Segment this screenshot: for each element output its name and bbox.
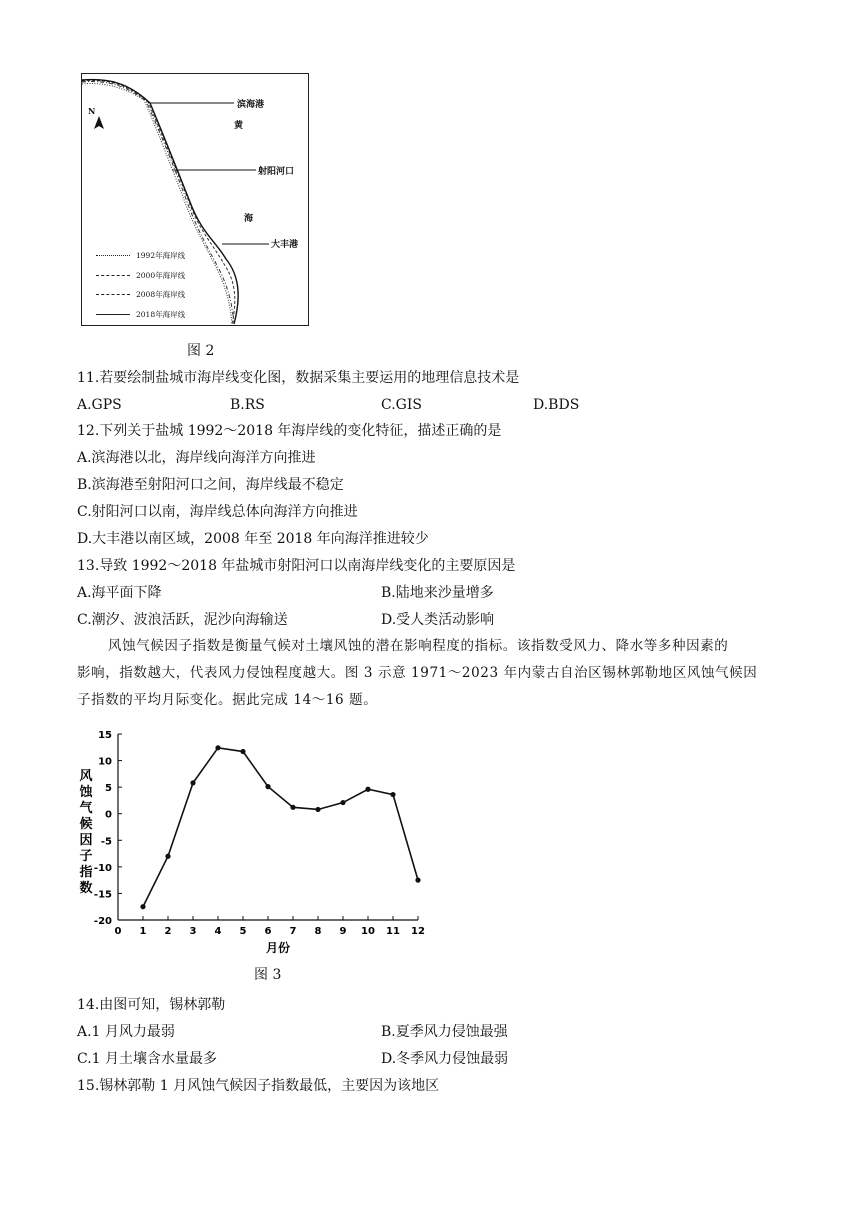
x-tick-label-2: 2	[164, 926, 172, 937]
coastline-2008	[82, 81, 235, 324]
legend-label-2008: 2008年海岸线	[136, 290, 186, 299]
data-point-month-10	[365, 787, 370, 792]
data-point-month-2	[165, 854, 170, 859]
passage-line-3: 子指数的平均月际变化。据此完成 14～16 题。	[77, 692, 378, 708]
legend-label-1992: 1992年海岸线	[136, 251, 186, 260]
q11-stem: 11.若要绘制盐城市海岸线变化图，数据采集主要运用的地理信息技术是	[77, 370, 520, 386]
legend-label-2018: 2018年海岸线	[136, 310, 186, 319]
legend-line-2018	[96, 314, 130, 315]
x-tick-label-11: 11	[386, 926, 400, 937]
legend-line-2008	[96, 294, 130, 295]
legend-2008	[96, 289, 185, 300]
y-tick-label-7: -20	[93, 916, 112, 927]
q11-option-c: C.GIS	[381, 397, 422, 413]
passage-line-2: 影响，指数越大，代表风力侵蚀程度越大。图 3 示意 1971～2023 年内蒙古自治区锡林郭勒地区风蚀气候因	[77, 665, 758, 681]
q13-stem: 13.导致 1992～2018 年盐城市射阳河口以南海岸线变化的主要原因是	[77, 558, 516, 574]
q13-option-c: C.潮汐、波浪活跃，泥沙向海输送	[77, 612, 288, 628]
data-point-month-4	[215, 745, 220, 750]
data-point-month-3	[190, 780, 195, 785]
coastline-2018	[82, 80, 238, 324]
y-tick-label-1: 10	[98, 756, 112, 768]
q14-option-d: D.冬季风力侵蚀最弱	[381, 1051, 509, 1067]
sheyang-estuary-label: 射阳河口	[258, 167, 295, 177]
y-tick-label-4: -5	[100, 836, 112, 848]
y-tick-label-0: 15	[98, 730, 112, 741]
x-tick-label-6: 6	[264, 926, 272, 937]
x-tick-label-1: 1	[139, 926, 147, 937]
series-line	[143, 748, 418, 907]
y-axis-label-char-5: 子	[79, 849, 93, 864]
legend-line-2000	[96, 275, 130, 276]
y-axis-label-char-2: 气	[79, 801, 93, 816]
data-point-month-12	[415, 878, 420, 883]
data-point-month-9	[340, 800, 345, 805]
q14-option-a: A.1 月风力最弱	[77, 1024, 175, 1040]
y-axis-label-char-0: 风	[79, 769, 93, 784]
data-point-month-11	[390, 792, 395, 797]
q12-option-b: B.滨海港至射阳河口之间，海岸线最不稳定	[77, 477, 344, 493]
figure-2-caption: 图 2	[187, 343, 215, 359]
dafeng-port-label: 大丰港	[271, 240, 299, 250]
data-point-month-6	[265, 784, 270, 789]
passage-line-1: 风蚀气候因子指数是衡量气候对土壤风蚀的潜在影响程度的指标。该指数受风力、降水等多种因素的	[108, 638, 729, 654]
y-tick-label-2: 5	[105, 783, 112, 795]
x-tick-label-9: 9	[339, 926, 347, 937]
wind-erosion-chart	[70, 722, 440, 962]
legend-2018	[96, 309, 185, 320]
x-tick-label-12: 12	[411, 926, 425, 937]
legend-1992	[96, 250, 185, 261]
data-point-month-5	[240, 749, 245, 754]
x-tick-label-8: 8	[314, 926, 322, 937]
y-axis-label-char-1: 蚀	[79, 785, 93, 800]
x-tick-label-4: 4	[214, 926, 222, 937]
q11-option-a: A.GPS	[77, 397, 122, 413]
q12-option-d: D.大丰港以南区域，2008 年至 2018 年向海洋推进较少	[77, 531, 429, 547]
coastline-map-drawing	[82, 74, 308, 325]
q13-option-b: B.陆地来沙量增多	[381, 585, 494, 601]
binhai-port-label: 滨海港	[237, 100, 265, 110]
north-arrow-icon	[94, 116, 104, 129]
x-tick-label-7: 7	[289, 926, 297, 937]
coastline-map	[81, 73, 309, 326]
q11-option-d: D.BDS	[533, 397, 580, 413]
q13-option-d: D.受人类活动影响	[381, 612, 495, 628]
legend-2000	[96, 270, 185, 281]
x-tick-label-10: 10	[361, 926, 375, 937]
legend-line-1992	[96, 255, 130, 256]
sea-label-1: 黄	[234, 121, 244, 131]
y-tick-label-3: 0	[105, 809, 112, 821]
x-tick-label-5: 5	[239, 926, 247, 937]
coastline-2000	[82, 82, 234, 324]
data-point-month-8	[315, 807, 320, 812]
x-tick-label-0: 0	[114, 926, 122, 937]
y-tick-label-5: -10	[93, 862, 112, 874]
figure-3-caption: 图 3	[254, 967, 282, 983]
y-axis-label-char-6: 指	[79, 865, 93, 880]
q11-option-b: B.RS	[230, 397, 265, 413]
data-point-month-1	[140, 904, 145, 909]
q14-option-b: B.夏季风力侵蚀最强	[381, 1024, 508, 1040]
y-tick-label-6: -15	[93, 889, 112, 901]
legend-label-2000: 2000年海岸线	[136, 271, 186, 280]
y-axis-label-char-4: 因	[79, 833, 93, 848]
data-point-month-7	[290, 805, 295, 810]
q12-option-c: C.射阳河口以南，海岸线总体向海洋方向推进	[77, 504, 358, 520]
y-axis-label-char-7: 数	[79, 881, 93, 896]
y-axis-label-char-3: 候	[79, 817, 93, 832]
north-label: N	[88, 106, 96, 116]
q12-option-a: A.滨海港以北，海岸线向海洋方向推进	[77, 450, 316, 466]
q13-option-a: A.海平面下降	[77, 585, 162, 601]
sea-label-2: 海	[244, 214, 254, 224]
x-axis-label: 月份	[265, 941, 291, 955]
q14-stem: 14.由图可知，锡林郭勒	[77, 997, 226, 1013]
wind-erosion-chart-svg	[70, 722, 440, 962]
x-tick-label-3: 3	[189, 926, 197, 937]
q14-option-c: C.1 月土壤含水量最多	[77, 1051, 218, 1067]
q12-stem: 12.下列关于盐城 1992～2018 年海岸线的变化特征，描述正确的是	[77, 423, 502, 439]
q15-stem: 15.锡林郭勒 1 月风蚀气候因子指数最低，主要因为该地区	[77, 1078, 440, 1094]
